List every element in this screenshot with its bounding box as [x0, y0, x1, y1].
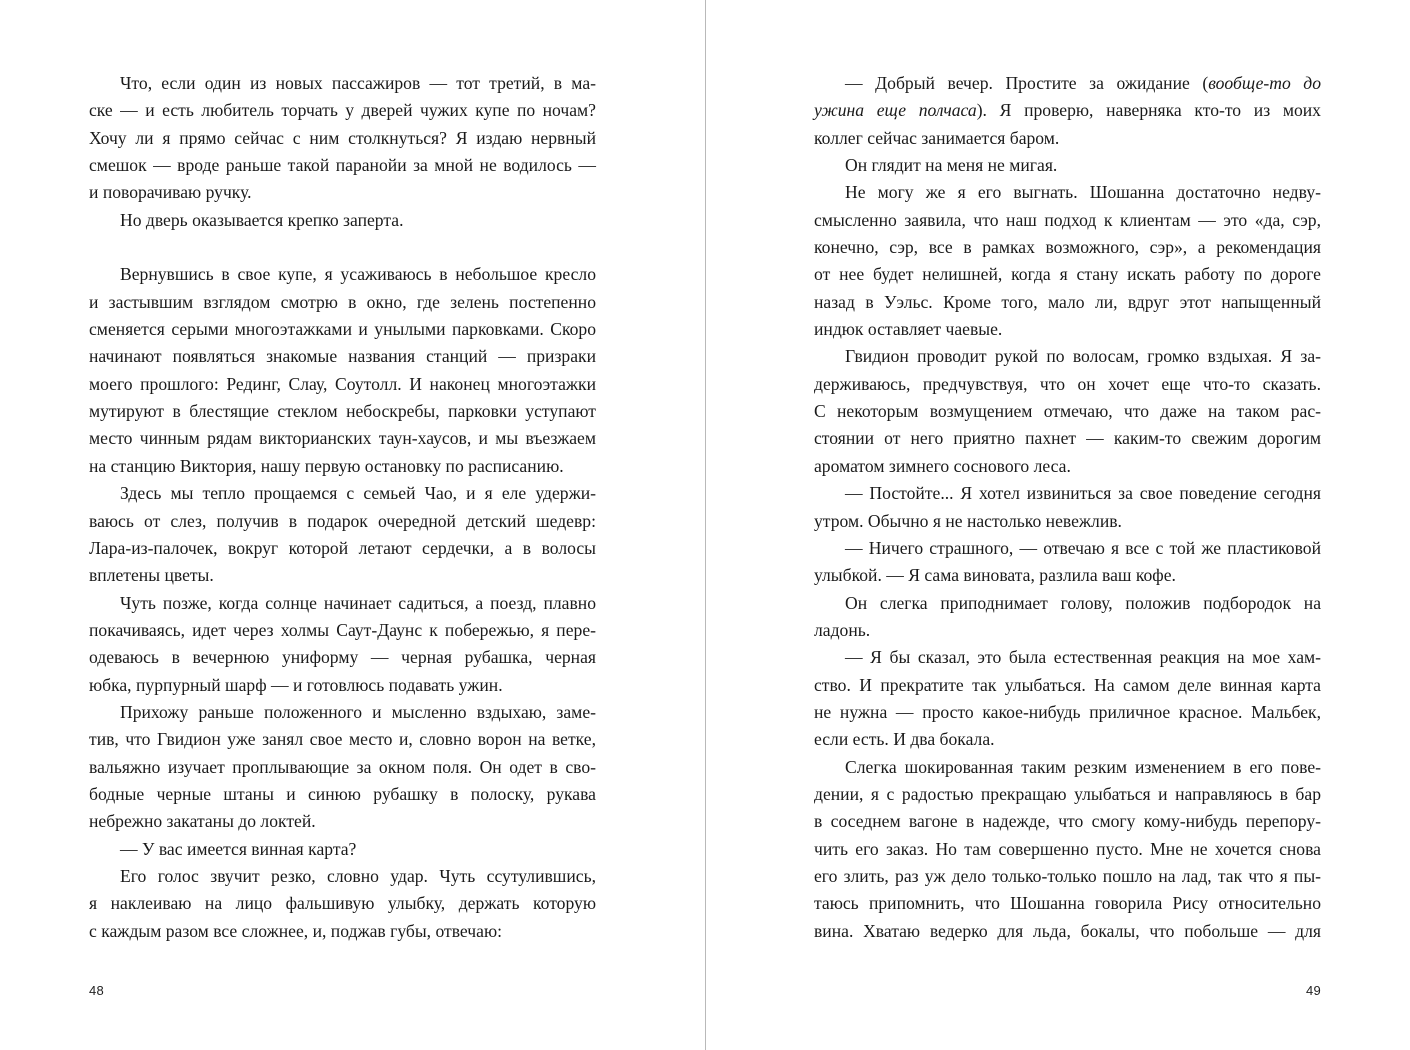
text-line [814, 398, 1321, 425]
line-text: Гвидион проводит рукой по волосам, громко вздыхая. Я за- [845, 346, 1321, 367]
line-text: — Постойте... Я хотел извиниться за свое поведение сегодня [845, 483, 1321, 504]
text-line [89, 562, 596, 589]
line-text: смешок — вроде раньше такой паранойи за мной не водилось — [89, 155, 596, 176]
text-line [89, 261, 596, 288]
line-text: смысленно заявила, что наш подход к клиентам — это «да, сэр, [814, 209, 1321, 230]
line-text: я наклеиваю на лицо фальшивую улыбку, держать которую [89, 893, 596, 914]
text-line [814, 590, 1321, 617]
text-line [89, 726, 596, 753]
text-line [814, 672, 1321, 699]
text-line [89, 863, 596, 890]
text-line [89, 453, 596, 480]
text-line [814, 152, 1321, 179]
text-line [814, 754, 1321, 781]
line-text: Он глядит на меня не мигая. [845, 155, 1058, 176]
text-line [89, 535, 596, 562]
line-text: ароматом зимнего соснового леса. [814, 455, 1071, 476]
line-text: на станцию Виктория, нашу первую остановку по расписанию. [89, 455, 564, 476]
line-text: Его голос звучит резко, словно удар. Чуть ссутулившись, [120, 865, 596, 886]
line-text: ваюсь от слез, получив в подарок очередной детский шедевр: [89, 510, 596, 531]
text-line [814, 480, 1321, 507]
line-text: Не могу же я его выгнать. Шошанна достаточно недву- [845, 182, 1321, 203]
line-text: Хочу ли я прямо сейчас с ним столкнуться? Я издаю нервный [89, 127, 596, 148]
text-line [89, 754, 596, 781]
text-line [89, 343, 596, 370]
line-text: стоянии от него приятно пахнет — каким-то свежим дорогим [814, 428, 1321, 449]
text-line [814, 179, 1321, 206]
text-line [89, 617, 596, 644]
line-text: — У вас имеется винная карта? [120, 838, 357, 859]
line-text: — Добрый вечер. Простите за ожидание ( [845, 73, 1209, 93]
text-line [89, 890, 596, 917]
line-text: Но дверь оказывается крепко заперта. [120, 209, 404, 230]
line-text: Прихожу раньше положенного и мысленно вздыхаю, заме- [120, 701, 596, 722]
line-text: ство. И прекратите так улыбаться. На самом деле винная карта [814, 674, 1321, 695]
line-text: мутируют в блестящие стеклом небоскребы, парковки уступают [89, 401, 596, 422]
text-line [814, 289, 1321, 316]
left-page-number: 48 [89, 983, 105, 998]
line-text: бодные черные штаны и синюю рубашку в полоску, рукава [89, 783, 596, 804]
line-text: одеваюсь в вечернюю униформу — черная рубашка, черная [89, 647, 596, 668]
line-text: улыбкой. — Я сама виновата, разлила ваш кофе. [814, 565, 1176, 586]
text-line [89, 97, 596, 124]
text-line [89, 590, 596, 617]
text-line [814, 617, 1321, 644]
text-line [89, 508, 596, 535]
line-text: место чинным рядам викторианских таун-хаусов, и мы въезжаем [89, 428, 596, 449]
text-line [814, 343, 1321, 370]
line-text: и застывшим взглядом смотрю в окно, где зелень постепенно [89, 291, 596, 312]
line-text-after: ). Я проверю, наверняка кто-то из моих [976, 100, 1321, 121]
line-text: моего прошлого: Рединг, Слау, Соутолл. И наконец многоэтажки [89, 373, 596, 394]
text-line [814, 781, 1321, 808]
line-text: С некоторым возмущением отмечаю, что даже на таком рас- [814, 401, 1321, 422]
text-line [814, 644, 1321, 671]
text-line [89, 918, 596, 945]
text-line [814, 562, 1321, 589]
line-text: Лара-из-палочек, вокруг которой летают сердечки, а в волосы [89, 537, 596, 558]
line-text: ске — и есть любитель торчать у дверей чужих купе по ночам? [89, 100, 596, 121]
line-text: покачиваясь, идет через холмы Саут-Даунс к побережью, я пере- [89, 619, 596, 640]
line-text: с каждым разом все сложнее, и, поджав губы, отвечаю: [89, 920, 502, 941]
text-line [814, 863, 1321, 890]
text-line [89, 207, 596, 234]
line-text: начинают появляться знакомые названия станций — призраки [89, 346, 596, 367]
line-text: не нужна — просто какое-нибудь приличное красное. Мальбек, [814, 701, 1321, 722]
line-text: держиваюсь, предчувствуя, что он хочет еще что-то сказать. [814, 373, 1321, 394]
text-line [814, 261, 1321, 288]
line-text: вальяжно изучает проплывающие за окном поля. Он одет в сво- [89, 756, 596, 777]
line-text: и поворачиваю ручку. [89, 182, 252, 203]
line-text: тив, что Гвидион уже занял свое место и, словно ворон на ветке, [89, 729, 596, 750]
text-line [89, 808, 596, 835]
text-line [814, 890, 1321, 917]
line-text: ладонь. [814, 619, 871, 640]
right-page-body [814, 70, 1321, 945]
line-text: утром. Обычно я не настолько невежлив. [814, 510, 1122, 531]
line-text: назад в Уэльс. Кроме того, мало ли, вдруг этот напыщенный [814, 291, 1321, 312]
text-line [814, 316, 1321, 343]
text-line [814, 70, 1321, 97]
line-text: вплетены цветы. [89, 565, 214, 586]
line-text: — Ничего страшного, — отвечаю я все с той же пластиковой [845, 537, 1321, 558]
line-text: небрежно закатаны до локтей. [89, 811, 316, 832]
text-line [814, 125, 1321, 152]
text-line [814, 508, 1321, 535]
line-text: Чуть позже, когда солнце начинает садиться, а поезд, плавно [120, 592, 596, 613]
line-text: Вернувшись в свое купе, я усаживаюсь в небольшое кресло [120, 264, 596, 285]
text-line [814, 207, 1321, 234]
line-text: от нее будет нелишней, когда я стану искать работу по дороге [814, 264, 1321, 285]
line-italic-text: ужина еще полчаса [814, 100, 977, 121]
right-page [706, 0, 1410, 1050]
text-line [89, 289, 596, 316]
line-text: Здесь мы тепло прощаемся с семьей Чао, и я еле удержи- [120, 483, 596, 504]
text-line [89, 234, 596, 261]
text-line [814, 234, 1321, 261]
line-text: индюк оставляет чаевые. [814, 319, 1003, 340]
text-line [814, 425, 1321, 452]
line-text: — Я бы сказал, это была естественная реакция на мое хам- [845, 647, 1321, 668]
line-text: конечно, сэр, все в рамках возможного, сэр», а рекомендация [814, 237, 1321, 258]
text-line [89, 781, 596, 808]
line-text: дении, я с радостью прекращаю улыбаться и направляюсь в бар [814, 783, 1321, 804]
line-text: чить его заказ. Но там совершенно пусто. Мне не хочется снова [814, 838, 1321, 859]
text-line [814, 699, 1321, 726]
text-line [814, 808, 1321, 835]
text-line [89, 644, 596, 671]
text-line [89, 836, 596, 863]
left-page-body [89, 70, 596, 945]
text-line [814, 97, 1321, 124]
text-line [814, 918, 1321, 945]
line-text: юбка, пурпурный шарф — и готовлюсь подавать ужин. [89, 674, 503, 695]
line-text: его злить, раз уж дело только-только пошло на лад, так что я пы- [814, 865, 1321, 886]
text-line [89, 699, 596, 726]
text-line [89, 70, 596, 97]
text-line [89, 179, 596, 206]
line-text: сменяется серыми многоэтажками и унылыми парковками. Скоро [89, 319, 596, 340]
line-text: Слегка шокированная таким резким изменением в его пове- [845, 756, 1321, 777]
text-line [89, 125, 596, 152]
text-line [89, 398, 596, 425]
line-text: Он слегка приподнимает голову, положив подбородок на [845, 592, 1321, 613]
text-line [89, 672, 596, 699]
line-italic-text: вообще-то до [1208, 73, 1321, 93]
line-text: в соседнем вагоне в надежде, что смогу кому-нибудь перепору- [814, 811, 1321, 832]
text-line [814, 726, 1321, 753]
line-text: Что, если один из новых пассажиров — тот третий, в ма- [120, 73, 596, 93]
text-line [89, 425, 596, 452]
right-page-number: 49 [1306, 983, 1322, 998]
line-text: вина. Хватаю ведерко для льда, бокалы, что побольше — для [814, 920, 1321, 941]
text-line [814, 371, 1321, 398]
line-text: коллег сейчас занимается баром. [814, 127, 1060, 148]
text-line [814, 535, 1321, 562]
text-line [89, 152, 596, 179]
text-line [89, 316, 596, 343]
line-text: таюсь припомнить, что Шошанна говорила Рису относительно [814, 893, 1321, 914]
text-line [89, 371, 596, 398]
text-line [814, 836, 1321, 863]
text-line [89, 480, 596, 507]
text-line [814, 453, 1321, 480]
line-text: если есть. И два бокала. [814, 729, 995, 750]
